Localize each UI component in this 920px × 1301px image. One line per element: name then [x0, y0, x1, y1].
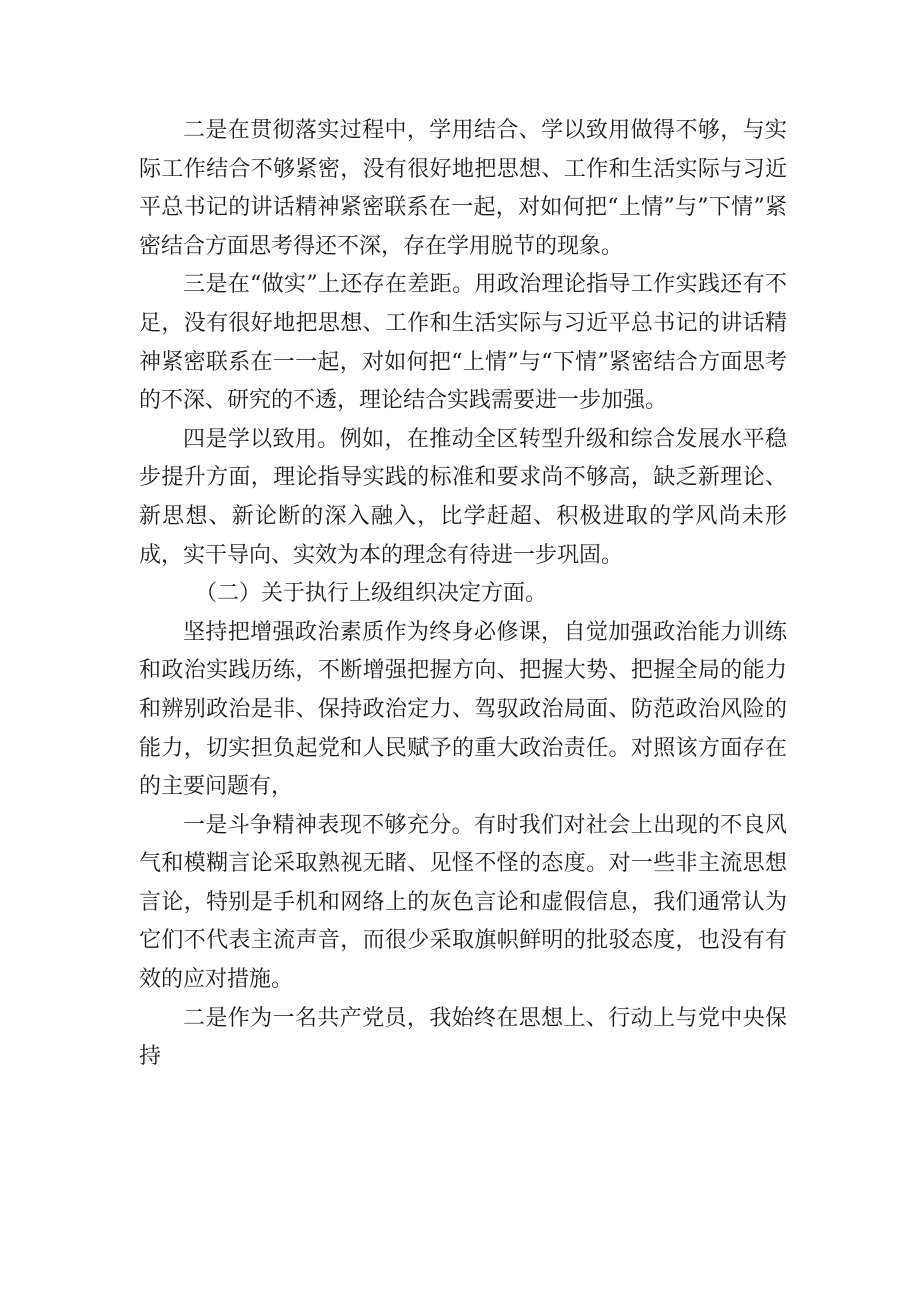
paragraph-political-quality: 坚持把增强政治素质作为终身必修课，自觉加强政治能力训练和政治实践历练，不断增强把握方向、把握大势、把握全局的能力和辨别政治是非、保持政治定力、驾驭政治局面、防范政治风险的能力，切实担负起党和人民赋予的重大政治责任。对照该方面存在的主要问题有，	[139, 619, 787, 800]
document-body	[139, 112, 787, 1077]
section-heading-execution: （二）关于执行上级组织决定方面。	[195, 581, 548, 607]
paragraph-apply-learning: 四是学以致用。例如，在推动全区转型升级和综合发展水平稳步提升方面，理论指导实践的标准和要求尚不够高，缺乏新理论、新思想、新论断的深入融入，比学赶超、积极进取的学风尚未形成，实干导向、实效为本的理念有待进一步巩固。	[139, 426, 787, 568]
paragraph-party-member: 二是作为一名共产党员，我始终在思想上、行动上与党中央保持	[139, 1005, 787, 1070]
paragraph-learning-application: 二是在贯彻落实过程中，学用结合、学以致用做得不够，与实际工作结合不够紧密，没有很好地把思想、工作和生活实际与习近平总书记的讲话精神紧密联系在一起，对如何把“上情”与”下情”紧密结合方面思考得还不深，存在学用脱节的现象。	[139, 118, 787, 259]
paragraph-struggle-spirit: 一是斗争精神表现不够充分。有时我们对社会上出现的不良风气和模糊言论采取熟视无睹、见怪不怪的态度。对一些非主流思想言论，特别是手机和网络上的灰色言论和虚假信息，我们通常认为它们不代表主流声音，而很少采取旗帜鲜明的批驳态度，也没有有效的应对措施。	[139, 812, 787, 993]
paragraph-practical-gap: 三是在“做实”上还存在差距。用政治理论指导工作实践还有不足，没有很好地把思想、工作和生活实际与习近平总书记的讲话精神紧密联系在一一起，对如何把“上情”与“下情”紧密结合方面思考的不深、研究的不透，理论结合实践需要进一步加强。	[139, 272, 787, 414]
